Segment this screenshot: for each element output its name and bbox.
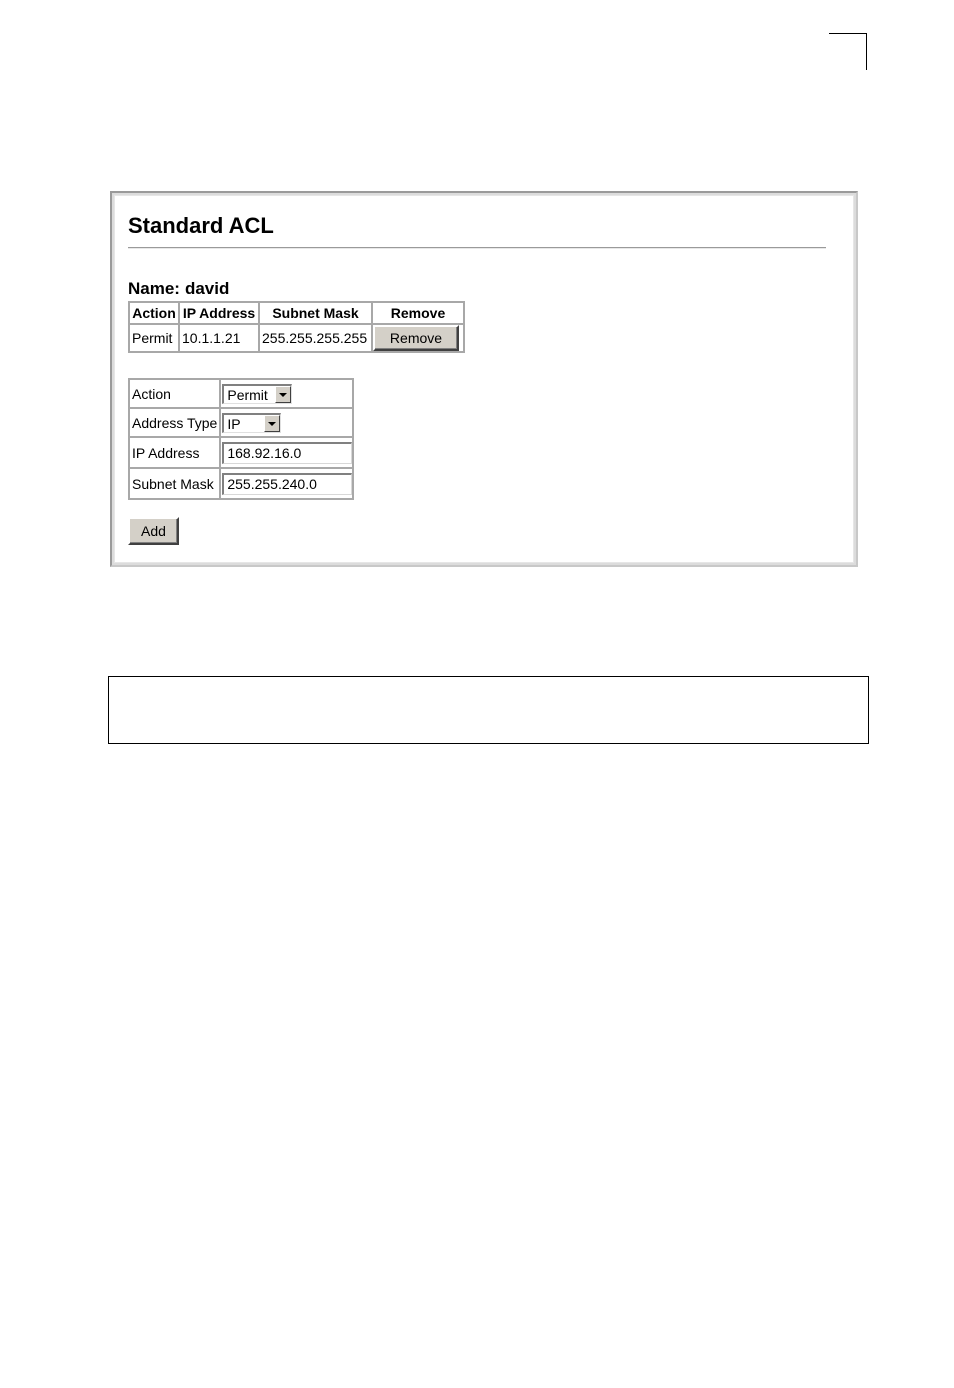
- address-type-select[interactable]: [222, 413, 281, 433]
- form-row-action: [129, 379, 353, 408]
- cell-ip-address: 10.1.1.21: [179, 324, 259, 352]
- page-title: Standard ACL: [128, 213, 274, 238]
- cell-action: Permit: [129, 324, 179, 352]
- column-header-subnet-mask: Subnet Mask: [259, 302, 372, 324]
- ip-address-cell: [220, 437, 353, 468]
- subnet-mask-input[interactable]: [222, 473, 352, 495]
- cell-subnet-mask: 255.255.255.255: [259, 324, 372, 352]
- remove-button[interactable]: Remove: [373, 325, 459, 351]
- panel-content: [114, 195, 854, 563]
- action-label: Action: [129, 379, 220, 408]
- chevron-down-icon[interactable]: [275, 386, 291, 403]
- address-type-cell: [220, 408, 353, 437]
- subnet-mask-label: Subnet Mask: [129, 468, 220, 499]
- form-row-ip-address: [129, 437, 353, 468]
- ip-address-input[interactable]: [222, 442, 352, 464]
- action-select-value: Permit: [227, 386, 268, 403]
- acl-name-label: Name:: [128, 279, 180, 298]
- action-cell: [220, 379, 353, 408]
- title-divider: [128, 247, 826, 249]
- chevron-down-icon[interactable]: [264, 415, 280, 432]
- note-box: [108, 676, 869, 744]
- form-row-subnet-mask: [129, 468, 353, 499]
- column-header-action: Action: [129, 302, 179, 324]
- action-select[interactable]: [222, 384, 292, 404]
- crop-mark-vertical: [866, 33, 867, 70]
- column-header-ip-address: IP Address: [179, 302, 259, 324]
- crop-mark-horizontal: [829, 33, 867, 34]
- acl-rules-table: [128, 301, 465, 353]
- table-row: [129, 324, 464, 352]
- acl-name: [128, 279, 229, 299]
- add-rule-form: [128, 378, 354, 500]
- table-header-row: [129, 302, 464, 324]
- column-header-remove: Remove: [372, 302, 464, 324]
- form-row-address-type: [129, 408, 353, 437]
- screenshot-panel: [110, 191, 858, 567]
- address-type-label: Address Type: [129, 408, 220, 437]
- ip-address-label: IP Address: [129, 437, 220, 468]
- cell-remove: [372, 324, 464, 352]
- acl-name-value: david: [184, 279, 230, 298]
- address-type-select-value: IP: [227, 415, 241, 432]
- add-button[interactable]: Add: [128, 517, 179, 545]
- subnet-mask-cell: [220, 468, 353, 499]
